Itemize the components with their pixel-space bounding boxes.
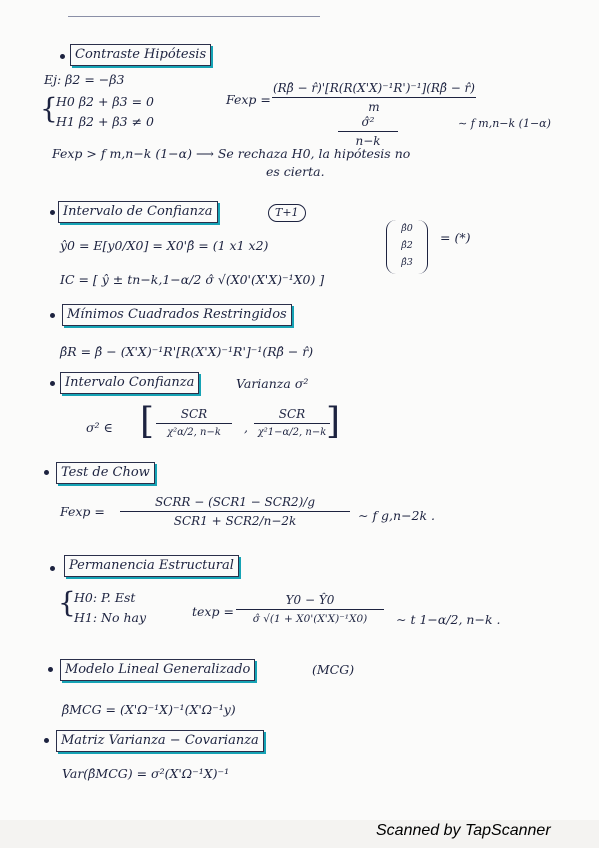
beta-0: β̂0	[401, 223, 413, 234]
section-title-mcg: Modelo Lineal Generalizado	[60, 659, 255, 681]
bullet-intervalo	[50, 210, 55, 215]
section-title-intervalo-varianza: Intervalo Confianza	[60, 372, 199, 394]
texp-distribution: ∼ t 1−α/2, n−k .	[396, 612, 501, 627]
section-title-intervalo: Intervalo de Confianza	[58, 201, 218, 223]
fraction-bar	[120, 511, 350, 512]
scr-lower: SCR	[180, 407, 208, 421]
bracket-right: ]	[326, 401, 341, 442]
hypothesis-h1: H1 β2 + β3 ≠ 0	[56, 114, 154, 129]
top-rule	[68, 16, 320, 17]
brace-permanencia: {	[58, 586, 76, 619]
prediction-line: ŷ0 = E[y0/X0] = X0'β̂ = (1 x1 x2)	[60, 238, 269, 253]
perm-h0: H0: P. Est	[74, 590, 136, 605]
chow-fexp-label: Fexp =	[60, 504, 105, 519]
scanner-watermark: Scanned by TapScanner	[376, 822, 551, 839]
example-line: Ej: β2 = −β3	[44, 72, 125, 87]
chow-distribution: ∼ f g,n−2k .	[358, 508, 436, 523]
texp-fraction	[236, 592, 384, 627]
section-title-permanencia: Permanencia Estructural	[64, 555, 239, 577]
bullet-permanencia	[50, 566, 55, 571]
chow-denominator: SCR1 + SCR2/n−2k	[173, 514, 297, 528]
chow-numerator: SCRR − (SCR1 − SCR2)/g	[154, 495, 316, 509]
section-title-contraste: Contraste Hipótesis	[70, 44, 211, 66]
star-ref: = (*)	[440, 230, 471, 245]
varcov-formula: Var(β̂MCG) = σ²(X'Ω⁻¹X)⁻¹	[62, 766, 230, 781]
fraction-bar	[236, 609, 384, 610]
brace-hypotheses: {	[40, 92, 58, 125]
varianza-label: Varianza σ²	[236, 376, 309, 391]
var-upper-bound	[254, 406, 330, 441]
beta-2: β̂2	[401, 240, 413, 251]
beta-3: β̂3	[401, 257, 413, 268]
section-title-mco-restringidos: Mínimos Cuadrados Restringidos	[62, 304, 292, 326]
fexp-fraction	[272, 80, 476, 115]
section-title-chow: Test de Chow	[56, 462, 155, 484]
texp-numerator: Y0 − Ŷ0	[285, 593, 335, 607]
sigma-hat-sq: σ̂²	[361, 115, 375, 129]
mcg-formula: β̂MCG = (X'Ω⁻¹X)⁻¹(X'Ω⁻¹y)	[62, 702, 236, 717]
hypothesis-h0: H0 β2 + β3 = 0	[56, 94, 154, 109]
ic-formula: IC = [ ŷ ± tn−k,1−α/2 σ̂ √(X0'(X'X)⁻¹X0) ]	[60, 272, 325, 287]
reject-rule-cont: es cierta.	[266, 164, 325, 179]
mcg-abbr: (MCG)	[312, 662, 355, 677]
chow-fraction	[120, 494, 350, 529]
sigma-in: σ² ∈	[86, 420, 113, 435]
perm-h1: H1: No hay	[74, 610, 147, 625]
var-lower-bound	[156, 406, 232, 441]
bullet-intervalo-varianza	[50, 381, 55, 386]
scr-upper: SCR	[278, 407, 306, 421]
n-minus-k: n−k	[355, 134, 381, 148]
reject-rule: Fexp > f m,n−k (1−α) ⟶ Se rechaza H0, la hipótesis no	[52, 146, 411, 161]
bullet-chow	[44, 470, 49, 475]
section-title-varcov: Matriz Varianza − Covarianza	[56, 730, 264, 752]
beta-vector	[386, 220, 428, 274]
sigma-fraction	[338, 114, 398, 149]
texp-label: texp =	[192, 604, 234, 619]
fexp-numerator: (Rβ̂ − r̂)'[R(R(X'X)⁻¹R')⁻¹](Rβ̂ − r̂)	[273, 81, 475, 95]
chi-lower: χ²α/2, n−k	[167, 427, 221, 438]
bullet-contraste	[60, 54, 65, 59]
comma: ,	[244, 420, 248, 435]
fraction-bar	[254, 423, 330, 424]
bullet-mcg	[48, 667, 53, 672]
fraction-bar	[272, 97, 476, 98]
fraction-bar	[338, 131, 398, 132]
texp-denominator: σ̂ √(1 + X0'(X'X)⁻¹X0)	[252, 613, 368, 625]
fexp-m: m	[368, 100, 380, 114]
chi-upper: χ²1−α/2, n−k	[257, 427, 327, 438]
fexp-distribution: ∼ f m,n−k (1−α)	[458, 117, 551, 130]
restricted-ls-formula: β̂R = β̂ − (X'X)⁻¹R'[R(X'X)⁻¹R']⁻¹(Rβ̂ − r̂)	[60, 344, 314, 359]
fraction-bar	[156, 423, 232, 424]
bullet-varcov	[44, 738, 49, 743]
t-plus-one-badge: T+1	[268, 204, 306, 222]
bracket-left: [	[140, 401, 155, 442]
bullet-mco-restringidos	[50, 313, 55, 318]
fexp-label: Fexp =	[226, 92, 271, 107]
